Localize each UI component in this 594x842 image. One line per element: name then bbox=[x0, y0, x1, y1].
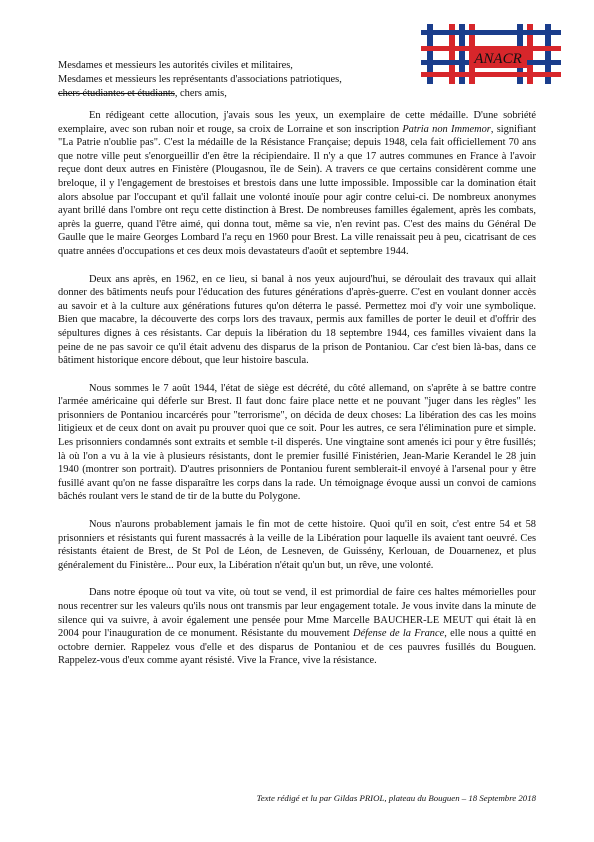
paragraph-4: Nous n'aurons probablement jamais le fin mot de cette histoire. Quoi qu'il en soit, c'est entre 54 et 58 prisonniers et résistants qui furent massacrés à la veille de la Libération pour laquelle ils avaient tant oeuvré. Ces résistants étaient de Brest, de St Pol de Léon, de Lesneven, de Guissény, Kerlouan, de Douarnenez, et plus généralement du Finistère... Pour eux, la Libération n'était qu'un but, un rêve, une volonté. bbox=[58, 519, 536, 571]
salutation-line-1: Mesdames et messieurs les autorités civiles et militaires, bbox=[58, 60, 293, 71]
salutation-line-2: Mesdames et messieurs les représentants d'associations patriotiques, bbox=[58, 74, 342, 85]
paragraph-5-text-a: Dans notre époque où tout va vite, où tout se vend, il est primordial de faire ces haltes mémorielles pour nous recentrer sur les valeurs qu'ils nous ont transmis par leur engagement totale. Je vous invite dans la minute de silence qui va suivre, à avoir également une pensée pour Mme Marcelle BAUCHER-LE MEUT qui était là en 2004 pour l'inauguration de ce monument. Résistante du mouvement bbox=[58, 587, 536, 640]
signature-line: Texte rédigé et lu par Gildas PRIOL, plateau du Bouguen – 18 Septembre 2018 bbox=[256, 793, 536, 803]
salutation-line-3 bbox=[58, 87, 418, 101]
anacr-logo bbox=[421, 22, 561, 88]
paragraph-2: Deux ans après, en 1962, en ce lieu, si banal à nos yeux aujourd'hui, se déroulait des travaux qui allait donner des bâtiments neufs pour l'éducation des futures générations d'après-guerre. C'est en voulant donner accès au savoir et à la culture aux générations futures qu'on déterra le passé. Permettez moi d'y voir une symbolique. Bien que macabre, la découverte des corps lors des travaux, permis aux familles de porter le deuil et d'offrir des sépultures dignes à ces résistants. Car depuis la libération du 18 septembre 1944, ces familles vivaient dans la peine de ne pas savoir ce qu'il était advenu des disparus de la prison de Pontaniou. Car c'est bien là-bas, dans ce bâtiment historique encore débout, que leur histoire bascula. bbox=[58, 273, 536, 367]
paragraph-5 bbox=[58, 586, 536, 668]
salutation bbox=[58, 59, 418, 101]
speech-body bbox=[58, 109, 536, 682]
logo-text: ANACR bbox=[474, 51, 522, 67]
salutation-line-3-rest: , chers amis, bbox=[174, 88, 227, 99]
struck-text: chers étudiantes et étudiants bbox=[58, 88, 175, 99]
paragraph-3: Nous sommes le 7 août 1944, l'état de siège est décrété, du côté allemand, on s'aprête à se battre contre l'armée américaine qui déferle sur Brest. Il faut donc faire place nette et ne pouvant "juger dans les règles" les prisonniers de Pontaniou incarcérés pour "terrorisme", on décida de deux choses: La libération des cas les moins litigieux et de ceux dont on avait pu prouver quoi que ce soit. Pour les autres, ce sera l'élimination pure et simple. Les prisonniers condamnés sont extraits et semble t-il disperés. Une vingtaine sont amenés ici pour y être fusillés; là où l'on a vu à la vie à plusieurs résistants, dont le premier fusillé Finistérien, Jean-Marie Kerandel le 28 juin 1940 (montrer son portrait). D'autres prisonniers de Pontaniou furent semblerait-il envoyé à l'arsenal pour y être fusillé avant qu'on ne fasse disparaître les corps dans la rade. Un témoignage évoque aussi un convoi de camions bâchés roulant vers le stand de tir de la butte du Polygone. bbox=[58, 382, 536, 503]
movement-name-italic: Défense de la France bbox=[352, 628, 445, 640]
paragraph-1-text-b: , signifiant "La Patrie n'oublie pas". C'est la médaille de la Résistance Française; depuis 1948, cela fait officiellement 70 ans que notre ville peut s'enorgueillir d'en être la récipiendaire. Il n'y a que 17 autres communes en France à l'avoir reçue dont deux autres en Finistère (Plougasnou, île de Sein). A travers ce que certains considèrent comme une breloque, il y l'engagement de brestoises et brestois dans une lutte impossible. Impossible car la domination était alors absolue par l'occupant et qu'il fallait une volonté inouïe pour agir contre celui-ci. De nombreux anonymes ayant brillé dans l'ombre ont reçu cette distinction à Brest. De nombreuses familles également, après les combats, après la guerre, quand l'être aimé, qui donna tout, même sa vie, n'en revint pas. C'est des mains du Général De Gaulle que le maire Georges Lombard l'a reçu en 1960 pour Brest. La ville renaissait peu à peu, cicatrisant de ces quatre années d'occupations et ces deux mois devastateurs d'août et septembre 1944. bbox=[58, 123, 536, 257]
paragraph-1 bbox=[58, 109, 536, 259]
motto-italic: Patria non Immemor bbox=[402, 123, 491, 135]
paragraph-5-text-b: , elle nous a quitté en octobre dernier. Rappelez vous d'elle et des disparus de Pontaniou et de ces pauvres fusillés du Bouguen. Rappelez-vous d'eux comme ayant résisté. Vive la France, vive la résistance. bbox=[58, 628, 537, 667]
paragraph-1-text-a: En rédigeant cette allocution, j'avais sous les yeux, un exemplaire de cette médaille. D'une sobriété exemplaire, avec son ruban noir et rouge, sa croix de Lorraine et son inscription bbox=[58, 110, 536, 135]
